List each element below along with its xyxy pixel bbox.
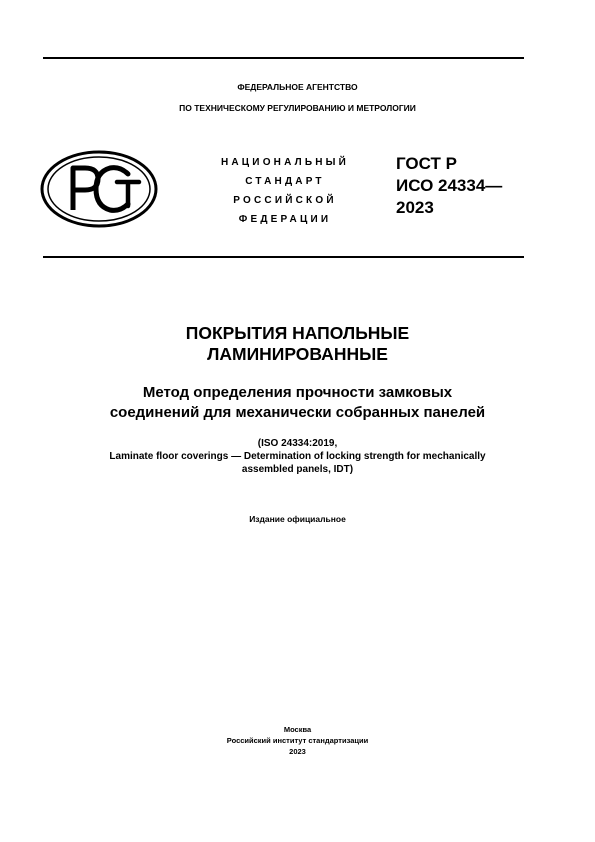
subtitle-line-2: соединений для механически собранных панелей [109, 404, 486, 421]
agency-line-2: ПО ТЕХНИЧЕСКОМУ РЕГУЛИРОВАНИЮ И МЕТРОЛОГИИ [179, 103, 416, 113]
designation-line-3: 2023 [396, 198, 434, 217]
imprint-publisher: Российский институт стандартизации [226, 736, 369, 745]
standard-type-line-2: СТАНДАРТ [245, 176, 325, 187]
rst-logo-icon [40, 150, 158, 228]
standard-type-line-1: НАЦИОНАЛЬНЫЙ [220, 157, 350, 168]
standard-designation [396, 153, 502, 219]
document-title [0, 323, 595, 365]
document-subtitle [0, 383, 595, 423]
iso-ref-line-3: assembled panels, IDT) [241, 464, 354, 475]
agency-line-1: ФЕДЕРАЛЬНОЕ АГЕНТСТВО [237, 82, 358, 92]
iso-reference [0, 437, 595, 476]
designation-line-2: ИСО 24334— [396, 176, 503, 195]
standard-type-line-3: РОССИЙСКОЙ [233, 195, 337, 206]
iso-ref-line-1: (ISO 24334:2019, [257, 438, 338, 449]
subtitle-line-1: Метод определения прочности замковых [142, 384, 453, 401]
title-line-1: ПОКРЫТИЯ НАПОЛЬНЫЕ [185, 323, 410, 343]
top-rule [43, 57, 524, 59]
title-line-2: ЛАМИНИРОВАННЫЕ [207, 344, 388, 364]
imprint [0, 724, 595, 757]
standard-type [190, 153, 380, 229]
standard-type-line-4: ФЕДЕРАЦИИ [238, 214, 332, 225]
designation-line-1: ГОСТ Р [396, 154, 457, 173]
edition-label: Издание официальное [249, 514, 346, 524]
agency-name [0, 81, 595, 114]
imprint-city: Москва [283, 725, 312, 734]
imprint-year: 2023 [289, 747, 306, 756]
iso-ref-line-2: Laminate floor coverings — Determination of locking strength for mechanically [109, 451, 486, 462]
header-bottom-rule [43, 256, 524, 258]
